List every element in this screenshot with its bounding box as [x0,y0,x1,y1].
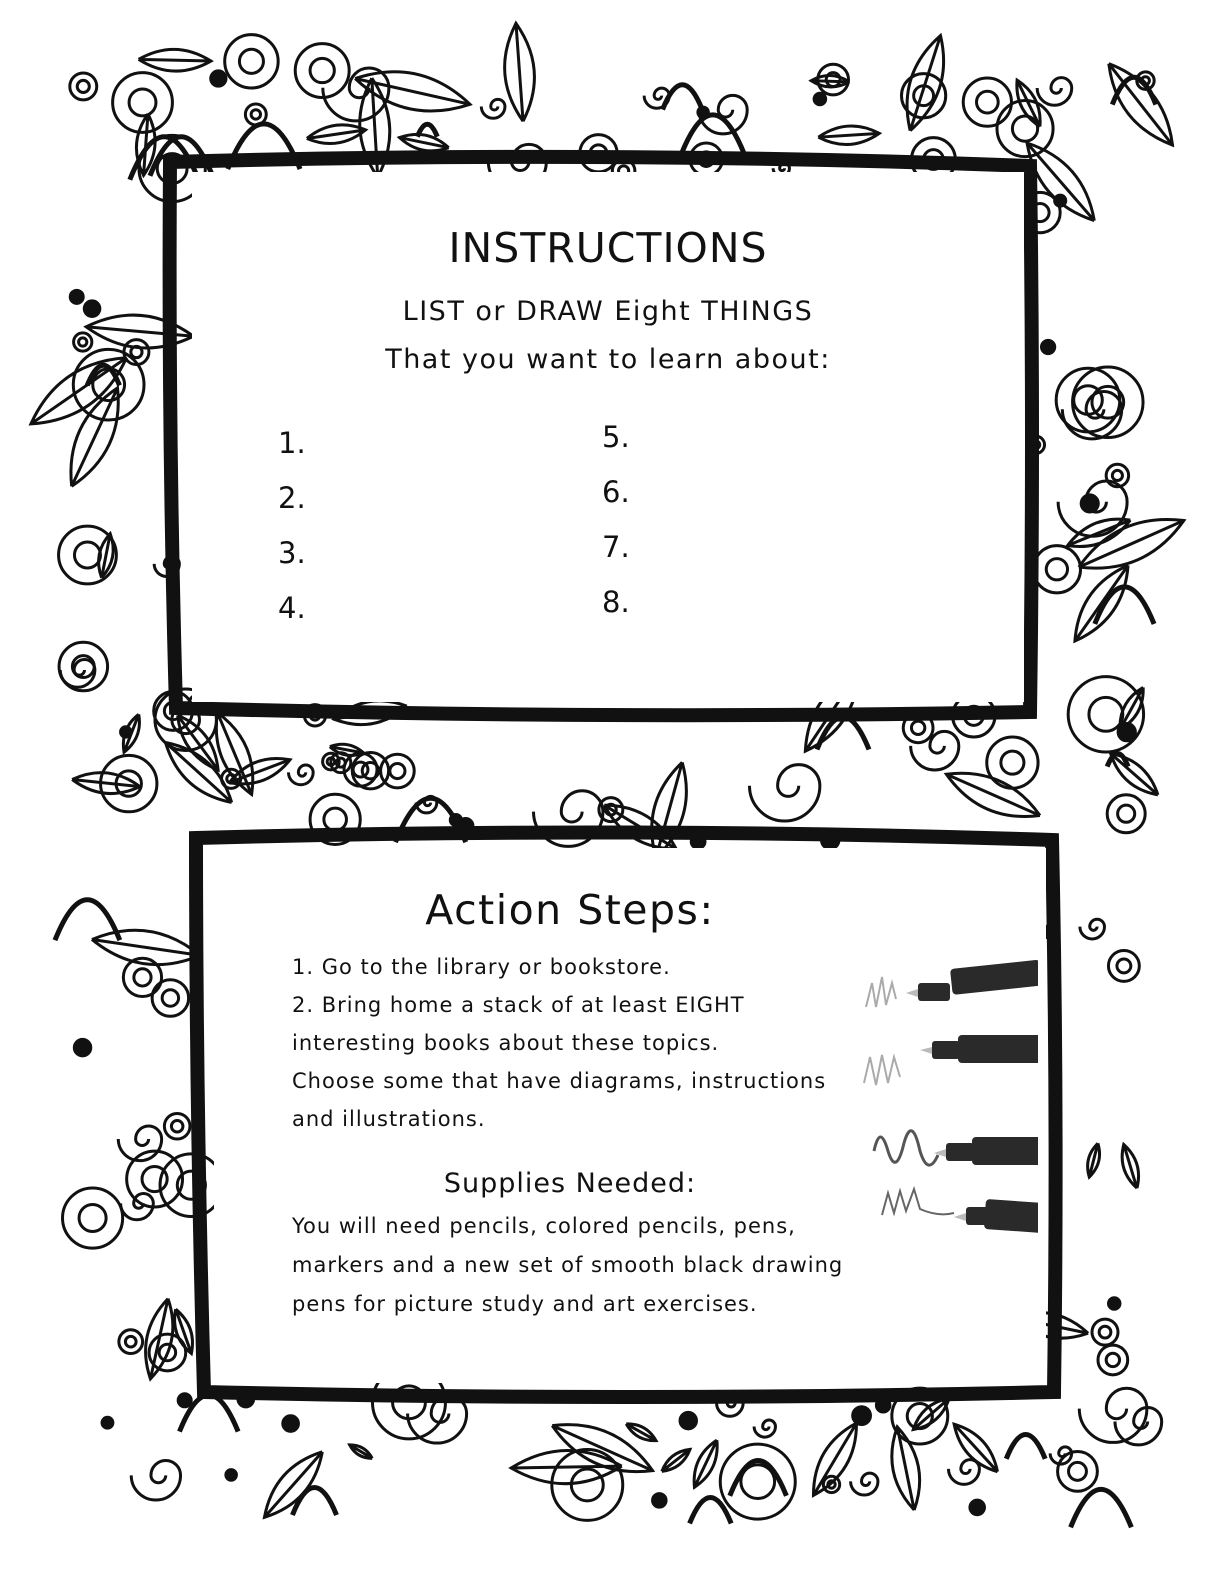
list-number: 6. [602,475,630,509]
list-number: 3. [278,536,306,570]
action-step-line: Choose some that have diagrams, instructions [292,1069,827,1093]
supplies-line: You will need pencils, colored pencils, pens, [292,1214,796,1238]
action-step-line: and illustrations. [292,1107,486,1131]
supplies-heading: Supplies Needed: [443,1168,697,1199]
supplies-line: markers and a new set of smooth black drawing [292,1253,844,1277]
supplies-line: pens for picture study and art exercises. [292,1292,758,1316]
instructions-line-1: LIST or DRAW Eight THINGS [402,296,814,327]
list-number: 5. [602,420,630,454]
list-number: 7. [602,530,630,564]
action-steps-heading: Action Steps: [425,886,715,934]
instructions-heading: INSTRUCTIONS [448,224,768,272]
list-number: 8. [602,585,630,619]
action-step-line: 2. Bring home a stack of at least EIGHT [292,993,745,1017]
instructions-panel [192,172,1024,702]
list-number: 4. [278,591,306,625]
list-number: 2. [278,481,306,515]
list-number: 1. [278,426,306,460]
action-step-line: interesting books about these topics. [292,1031,720,1055]
drawing-pens-image [858,955,1038,1245]
instructions-line-2: That you want to learn about: [385,344,831,375]
action-step-line: 1. Go to the library or bookstore. [292,955,671,979]
